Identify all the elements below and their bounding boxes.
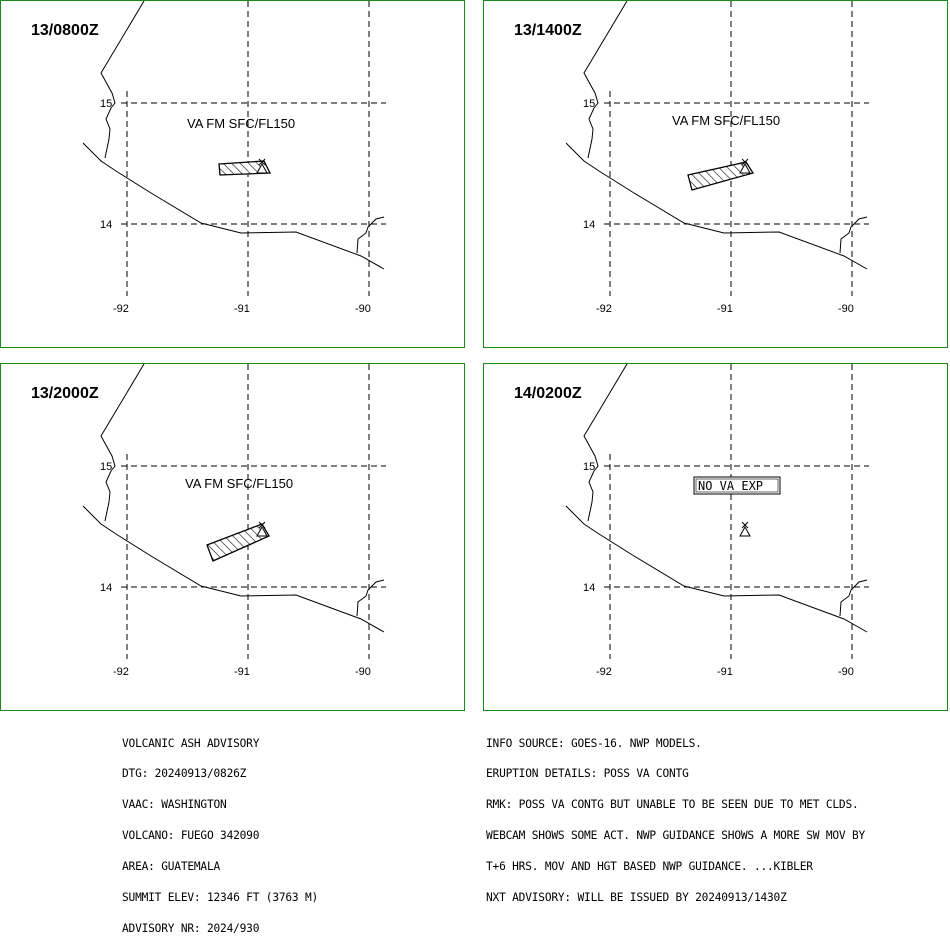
lon-label-90: -90 xyxy=(355,666,371,678)
coastline xyxy=(566,364,867,632)
map-canvas xyxy=(484,364,948,711)
forecast-time: 14/0200Z xyxy=(514,385,582,402)
lon-label-90: -90 xyxy=(355,303,371,315)
advisory-line: T+6 HRS. MOV AND HGT BASED NWP GUIDANCE. ...KIBLER xyxy=(486,860,813,874)
coastline xyxy=(83,364,384,632)
volcano-icon xyxy=(740,522,750,536)
advisory-line: VOLCANO: FUEGO 342090 xyxy=(122,829,260,843)
grid-lines xyxy=(604,1,869,296)
advisory-line: VAAC: WASHINGTON xyxy=(122,798,227,812)
advisory-line: SUMMIT ELEV: 12346 FT (3763 M) xyxy=(122,891,319,905)
advisory-line: ERUPTION DETAILS: POSS VA CONTG xyxy=(486,767,689,781)
lon-label-91: -91 xyxy=(717,666,733,678)
lon-label-91: -91 xyxy=(717,303,733,315)
advisory-line: DTG: 20240913/0826Z xyxy=(122,767,247,781)
forecast-time: 13/0800Z xyxy=(31,22,99,39)
advisory-header-block xyxy=(122,718,318,945)
ash-cloud-polygon xyxy=(207,524,269,561)
lon-label-92: -92 xyxy=(596,303,612,315)
lat-label-15: 15 xyxy=(583,98,596,110)
lon-label-91: -91 xyxy=(234,303,250,315)
ash-altitude-label: VA FM SFC/FL150 xyxy=(185,476,294,491)
advisory-line: WEBCAM SHOWS SOME ACT. NWP GUIDANCE SHOWS A MORE SW MOV BY xyxy=(486,829,866,843)
lon-label-92: -92 xyxy=(113,666,129,678)
coastline xyxy=(83,1,384,269)
ash-altitude-label: VA FM SFC/FL150 xyxy=(187,116,296,131)
no-va-text: NO VA EXP xyxy=(698,479,764,493)
grid-lines xyxy=(121,364,386,659)
map-canvas xyxy=(1,364,465,711)
map-panel-2 xyxy=(483,0,948,348)
map-canvas xyxy=(1,1,465,348)
advisory-line: AREA: GUATEMALA xyxy=(122,860,221,874)
lon-label-90: -90 xyxy=(838,666,854,678)
advisory-line: NXT ADVISORY: WILL BE ISSUED BY 20240913/1430Z xyxy=(486,891,787,905)
forecast-time: 13/1400Z xyxy=(514,22,582,39)
lon-label-92: -92 xyxy=(596,666,612,678)
map-canvas xyxy=(484,1,948,348)
advisory-line: ADVISORY NR: 2024/930 xyxy=(122,921,260,935)
advisory-line: RMK: POSS VA CONTG BUT UNABLE TO BE SEEN DUE TO MET CLDS. xyxy=(486,798,859,812)
map-panel-3 xyxy=(0,363,465,711)
map-panel-4 xyxy=(483,363,948,711)
advisory-line: VOLCANIC ASH ADVISORY xyxy=(122,736,260,750)
grid-lines xyxy=(121,1,386,296)
lat-label-14: 14 xyxy=(583,582,596,594)
lat-label-15: 15 xyxy=(100,98,113,110)
advisory-line: INFO SOURCE: GOES-16. NWP MODELS. xyxy=(486,736,702,750)
lat-label-14: 14 xyxy=(583,219,596,231)
advisory-details-block xyxy=(486,718,865,914)
lat-label-14: 14 xyxy=(100,582,113,594)
forecast-time: 13/2000Z xyxy=(31,385,99,402)
lat-label-14: 14 xyxy=(100,219,113,231)
lon-label-92: -92 xyxy=(113,303,129,315)
coastline xyxy=(566,1,867,269)
lat-label-15: 15 xyxy=(100,461,113,473)
map-panel-1 xyxy=(0,0,465,348)
lat-label-15: 15 xyxy=(583,461,596,473)
lon-label-91: -91 xyxy=(234,666,250,678)
lon-label-90: -90 xyxy=(838,303,854,315)
grid-lines xyxy=(604,364,869,659)
no-va-box xyxy=(694,477,780,494)
ash-altitude-label: VA FM SFC/FL150 xyxy=(672,113,781,128)
